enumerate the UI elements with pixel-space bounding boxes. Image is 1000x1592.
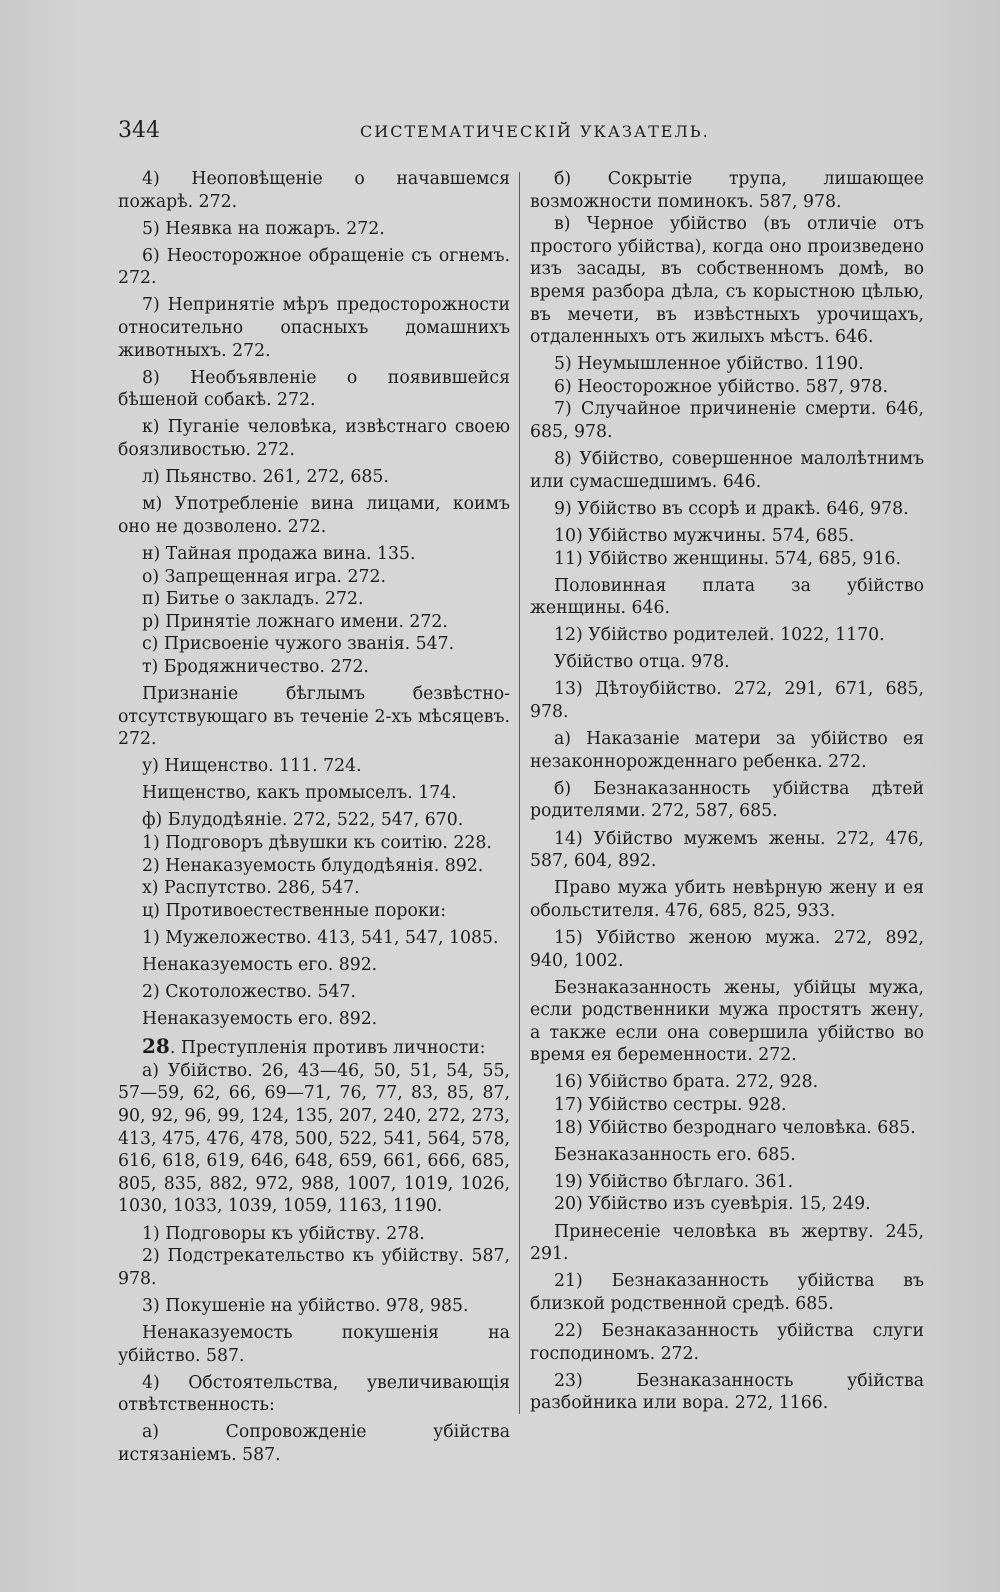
index-entry — [118, 981, 510, 1004]
index-entry-text: х) Распутство. 286, 547. — [142, 878, 360, 899]
index-entry-text: ц) Противоестественные пороки: — [142, 900, 447, 921]
index-entry — [530, 398, 924, 443]
index-entry — [530, 1171, 924, 1194]
index-entry — [530, 168, 924, 213]
index-entry — [530, 1193, 924, 1216]
index-entry-text: 1) Подговоры къ убійству. 278. — [142, 1223, 425, 1244]
index-entry — [118, 1008, 510, 1031]
index-entry-text: 11) Убійство женщины. 574, 685, 916. — [554, 548, 901, 569]
index-entry-text: 5) Неумышленное убійство. 1190. — [554, 354, 864, 375]
index-entry — [530, 1221, 924, 1266]
index-entry-text: л) Пьянство. 261, 272, 685. — [142, 467, 389, 488]
index-entry-text: к) Пуганіе человѣка, извѣстнаго своею боязливостью. 272. — [118, 417, 510, 461]
index-entry-text: 7) Случайное причиненіе смерти. 646, 685, 978. — [530, 399, 924, 443]
index-entry-text: 18) Убійство безроднаго человѣка. 685. — [554, 1117, 916, 1138]
index-entry — [530, 927, 924, 972]
index-entry — [530, 353, 924, 376]
index-entry — [118, 466, 510, 489]
index-entry — [530, 575, 924, 620]
index-entry-text: 19) Убійство бѣглаго. 361. — [554, 1171, 794, 1192]
index-entry-text: 17) Убійство сестры. 928. — [554, 1095, 787, 1116]
index-entry — [118, 245, 510, 290]
index-entry — [118, 566, 510, 589]
index-entry-text: 21) Безнаказанность убійства въ близкой родственной средѣ. 685. — [530, 1271, 924, 1314]
index-entry — [118, 611, 510, 634]
index-entry-text: 16) Убійство брата. 272, 928. — [554, 1072, 819, 1093]
index-entry-text: н) Тайная продажа вина. 135. — [142, 543, 416, 564]
index-entry — [118, 1372, 510, 1417]
index-entry-text: 2) Скотоложество. 547. — [142, 982, 356, 1003]
index-entry-text: Убійство отца. 978. — [554, 652, 730, 673]
index-entry: 28. Преступленія противъ личности: — [142, 1034, 486, 1059]
index-entry — [530, 1071, 924, 1094]
index-entry-text: 6) Неосторожное обращеніе съ огнемъ. 272. — [118, 245, 510, 289]
index-entry-text: в) Черное убійство (въ отличіе отъ простого убійства), когда оно произведено изъ засады, въ собственномъ домѣ, во время разбора дѣла, съ корыстною цѣлью, въ мечети, въ извѣстныхъ урочищахъ, отдаленныхъ отъ жилыхъ мѣстъ. 646. — [530, 214, 924, 348]
index-entry-text: Право мужа убить невѣрную жену и ея обольстителя. 476, 685, 825, 933. — [530, 878, 924, 921]
index-entry-text: т) Бродяжничество. 272. — [142, 656, 369, 677]
index-entry — [118, 493, 510, 538]
index-entry — [118, 367, 510, 412]
index-entry-text: у) Нищенство. 111. 724. — [142, 756, 362, 777]
index-entry — [118, 656, 510, 679]
index-entry — [530, 1144, 924, 1167]
index-entry — [530, 728, 924, 773]
right-column — [530, 168, 924, 1419]
index-entry-text: 10) Убійство мужчины. 574, 685. — [554, 525, 855, 546]
index-entry-text: р) Принятіе ложнаго имени. 272. — [142, 611, 448, 632]
index-entry — [118, 809, 510, 832]
index-entry-text: Половинная плата за убійство женщины. 646. — [530, 575, 924, 619]
index-entry-text: б) Безнаказанность убійства дѣтей родителями. 272, 587, 685. — [530, 778, 924, 822]
index-entry-text: б) Сокрытіе трупа, лишающее возможности поминокъ. 587, 978. — [530, 169, 924, 212]
index-entry-text: 3) Покушеніе на убійство. 978, 985. — [142, 1295, 469, 1316]
index-entry-text: 4) Обстоятельства, увеличивающія отвѣтственность: — [118, 1372, 510, 1416]
index-entry-text: 12) Убійство родителей. 1022, 1170. — [554, 625, 885, 646]
index-entry-text: 8) Убійство, совершенное малолѣтнимъ или сумасшедшимъ. 646. — [530, 449, 924, 492]
index-entry-text: 6) Неосторожное убійство. 587, 978. — [554, 376, 889, 397]
index-entry-text: Безнаказанность его. 685. — [554, 1144, 796, 1165]
index-entry-text: Признаніе бѣглымъ безвѣстно-отсутствующаго въ теченіе 2-хъ мѣсяцевъ. 272. — [118, 683, 510, 750]
index-entry — [530, 624, 924, 647]
index-entry — [118, 782, 510, 805]
index-entry — [118, 1421, 510, 1466]
page-header — [118, 118, 920, 148]
index-entry-text: 2) Подстрекательство къ убійству. 587, 978. — [118, 1246, 510, 1289]
index-entry-text: 1) Подговоръ дѣвушки къ соитію. 228. — [142, 833, 492, 854]
running-title: СИСТЕМАТИЧЕСКІЙ УКАЗАТЕЛЬ. — [360, 122, 710, 141]
index-entry-text: Нищенство, какъ промыселъ. 174. — [142, 783, 457, 804]
index-entry-text: Преступленія противъ личности: — [180, 1038, 486, 1059]
column-divider — [519, 172, 520, 1414]
index-entry — [530, 1270, 924, 1315]
index-entry-text: о) Запрещенная игра. 272. — [142, 566, 386, 587]
index-entry — [118, 416, 510, 461]
index-entry — [118, 927, 510, 950]
index-entry — [530, 448, 924, 493]
index-entry — [118, 1322, 510, 1367]
index-entry — [118, 1295, 510, 1318]
index-entry — [118, 832, 510, 855]
index-entry-text: п) Битье о закладъ. 272. — [142, 589, 364, 610]
index-entry — [118, 218, 510, 241]
index-entry-text: Принесеніе человѣка въ жертву. 245, 291. — [530, 1221, 924, 1265]
index-entry — [530, 1094, 924, 1117]
index-entry-text: 1) Мужеложество. 413, 541, 547, 1085. — [142, 927, 499, 948]
index-entry-text: Ненаказуемость его. 892. — [142, 955, 378, 975]
index-entry-text: Ненаказуемость покушенія на убійство. 587. — [118, 1322, 510, 1366]
index-entry-text: м) Употребленіе вина лицами, коимъ оно не дозволено. 272. — [118, 494, 510, 537]
index-entry — [530, 877, 924, 922]
index-entry-text: 5) Неявка на пожаръ. 272. — [142, 218, 385, 239]
index-entry — [530, 778, 924, 823]
index-entry-text: Безнаказанность жены, убійцы мужа, если родственники мужа простятъ жену, а также если она совершила убійство во время ея беременности. 272. — [530, 977, 924, 1066]
index-entry-text: а) Сопровожденіе убійства истязаніемъ. 587. — [118, 1422, 510, 1465]
section-number: 28 — [142, 1034, 170, 1059]
index-entry-text: 8) Необъявленіе о появившейся бѣшеной собакѣ. 272. — [118, 367, 510, 411]
index-entry — [118, 683, 510, 751]
index-entry-text: 22) Безнаказанность убійства слуги господиномъ. 272. — [530, 1320, 924, 1364]
index-entry-text: 20) Убійство изъ суевѣрія. 15, 249. — [554, 1194, 871, 1215]
index-entry-text: а) Убійство. 26, 43—46, 50, 51, 54, 55, 57—59, 62, 66, 69—71, 76, 77, 83, 85, 87, 90, 92, 96, 99, 124, 135, 207, 240, 272, 273, 413, 475, 476, 478, 500, 522, 541, 564, 578, 616, 618, 619, 646, 648, 659, 661, 666, 685, 805, 835, 882, 972, 988, 1007, 1019, 1026, 1030, 1033, 1039, 1059, 1163, 1190. — [118, 1060, 510, 1217]
index-entry-text: ф) Блудодѣяніе. 272, 522, 547, 670. — [142, 810, 464, 831]
index-entry — [118, 855, 510, 878]
index-entry-text: 23) Безнаказанность убійства разбойника или вора. 272, 1166. — [530, 1370, 924, 1414]
page-number: 344 — [118, 118, 160, 143]
index-entry — [530, 376, 924, 399]
index-entry — [118, 543, 510, 566]
index-entry — [118, 954, 510, 977]
index-entry — [530, 498, 924, 521]
index-entry — [530, 548, 924, 571]
index-entry-text: с) Присвоеніе чужого званія. 547. — [142, 634, 455, 655]
index-entry — [118, 1060, 510, 1218]
index-entry-text: 15) Убійство женою мужа. 272, 892, 940, 1002. — [530, 927, 924, 971]
index-entry-text: а) Наказаніе матери за убійство ея незаконнорожденнаго ребенка. 272. — [530, 729, 924, 772]
index-entry — [530, 1370, 924, 1415]
index-entry — [118, 877, 510, 900]
index-entry — [530, 1117, 924, 1140]
index-entry — [530, 678, 924, 723]
index-entry-text: 7) Непринятіе мѣръ предосторожности относительно опасныхъ домашнихъ животныхъ. 272. — [118, 295, 510, 361]
index-entry — [530, 828, 924, 873]
index-entry-text: 2) Ненаказуемость блудодѣянія. 892. — [142, 855, 484, 876]
index-entry — [118, 168, 510, 213]
index-entry-text: Ненаказуемость его. 892. — [142, 1009, 378, 1030]
index-entry-text: 14) Убійство мужемъ жены. 272, 476, 587, 604, 892. — [530, 828, 924, 872]
index-entry — [118, 588, 510, 611]
index-entry — [118, 633, 510, 656]
index-entry — [530, 1320, 924, 1365]
index-entry — [118, 755, 510, 778]
index-entry — [118, 900, 510, 923]
left-column — [118, 168, 510, 1471]
index-entry — [530, 213, 924, 349]
index-entry-text: 9) Убійство въ ссорѣ и дракѣ. 646, 978. — [554, 498, 909, 519]
index-entry — [530, 977, 924, 1067]
index-entry — [118, 1223, 510, 1246]
index-entry — [530, 525, 924, 548]
index-entry — [530, 651, 924, 674]
index-entry — [118, 1245, 510, 1290]
index-entry — [118, 294, 510, 362]
index-entry-text: 4) Неоповѣщеніе о начавшемся пожарѣ. 272. — [118, 169, 510, 212]
index-entry-text: 13) Дѣтоубійство. 272, 291, 671, 685, 978. — [530, 679, 924, 723]
